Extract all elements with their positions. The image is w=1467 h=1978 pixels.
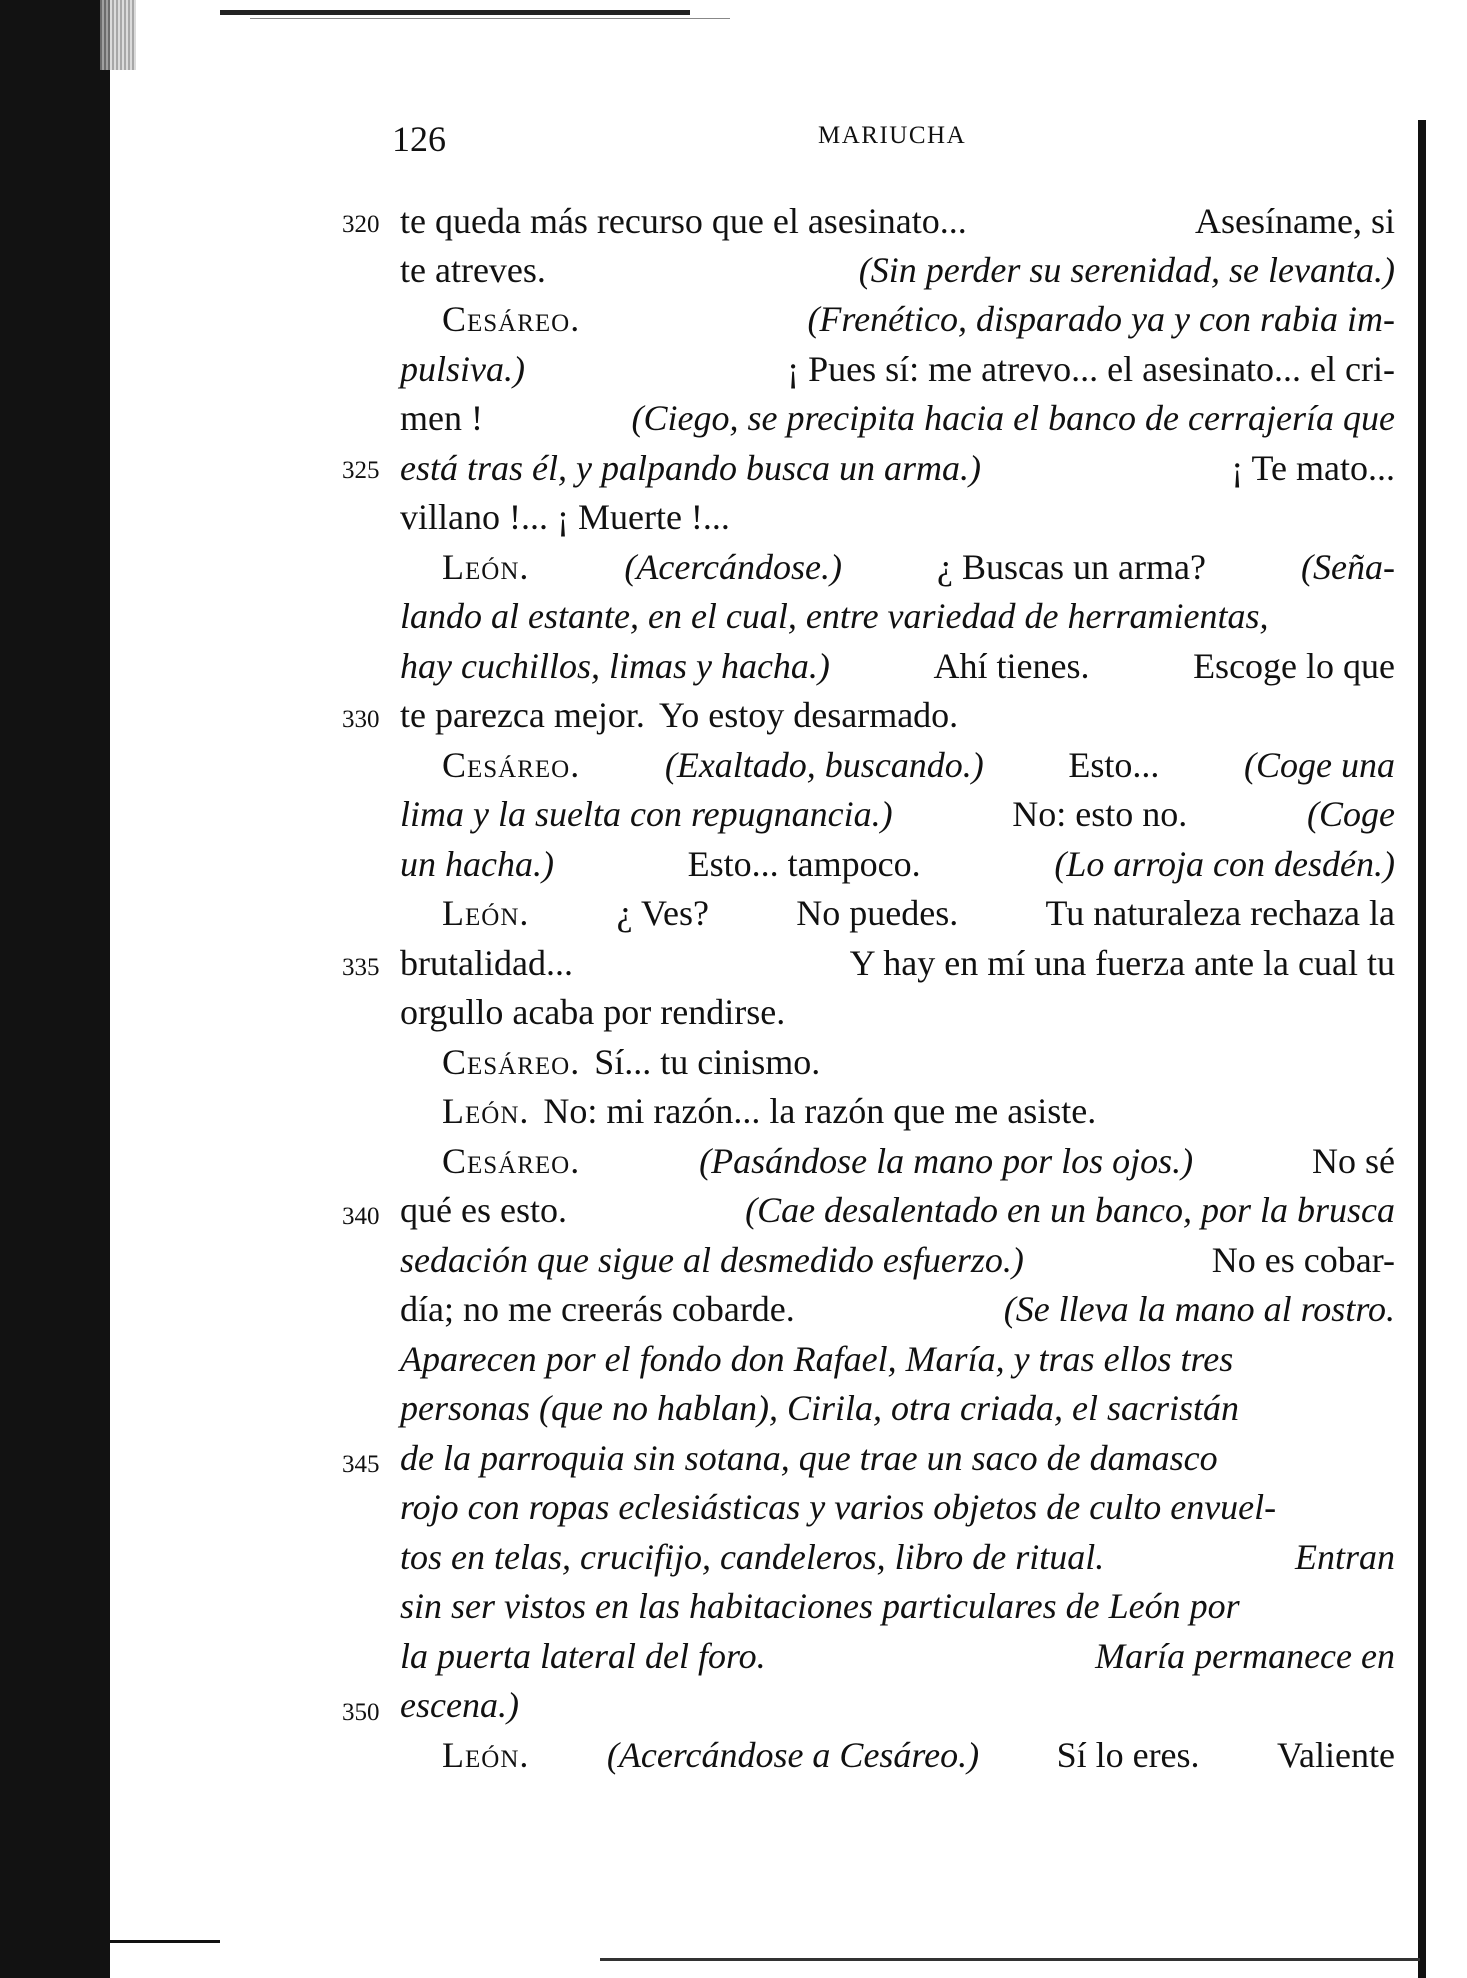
text-line (400, 1185, 1395, 1235)
text-segment: Valiente (1277, 1735, 1395, 1775)
text-line (400, 987, 1395, 1037)
text-line (400, 1235, 1395, 1285)
stage-direction: (Frenético, disparado ya y con rabia im- (807, 299, 1395, 339)
scan-bottom-rule (600, 1958, 1420, 1961)
text-line (442, 542, 1395, 592)
text-line (442, 888, 1395, 938)
stage-direction: tos en telas, crucifijo, candeleros, libro de ritual. (400, 1537, 1105, 1577)
text-line (400, 1334, 1395, 1384)
text-segment: te queda más recurso que el asesinato... (400, 201, 967, 241)
text-segment: orgullo acaba por rendirse. (400, 992, 786, 1032)
stage-direction: Aparecen por el fondo don Rafael, María, y tras ellos tres (400, 1339, 1234, 1379)
text-segment: ¿ Ves? (616, 893, 709, 933)
text-line (400, 690, 1395, 740)
text-line (400, 1433, 1395, 1483)
stage-direction: (Sin perder su serenidad, se levanta.) (858, 250, 1395, 290)
text-line (400, 443, 1395, 493)
text-segment: No es cobar- (1211, 1240, 1395, 1280)
text-segment: Esto... tampoco. (687, 844, 921, 884)
speaker-name: León. (442, 893, 530, 933)
text-segment: Yo estoy desarmado. (658, 695, 959, 735)
line-number-330: 330 (342, 706, 380, 733)
stage-direction: la puerta lateral del foro. (400, 1636, 766, 1676)
scan-top-rule-thin (250, 18, 730, 19)
page-right-edge (1418, 120, 1426, 1978)
text-line (442, 1730, 1395, 1780)
text-line (400, 839, 1395, 889)
line-number-335: 335 (342, 954, 380, 981)
text-segment: Escoge lo que (1193, 646, 1395, 686)
running-title: MARIUCHA (818, 122, 967, 149)
stage-direction: lando al estante, en el cual, entre variedad de herramientas, (400, 596, 1269, 636)
text-segment: No: esto no. (1012, 794, 1188, 834)
text-segment: Ahí tienes. (933, 646, 1090, 686)
text-segment: men ! (400, 398, 483, 438)
text-segment: ¡ Te mato... (1231, 448, 1395, 488)
line-number-320: 320 (342, 211, 380, 238)
speaker-name: Cesáreo. (442, 1141, 581, 1181)
stage-direction: sedación que sigue al desmedido esfuerzo.) (400, 1240, 1024, 1280)
stage-direction: (Lo arroja con desdén.) (1054, 844, 1395, 884)
line-number-350: 350 (342, 1699, 380, 1726)
stage-direction: (Seña- (1301, 547, 1395, 587)
speaker-name: León. (442, 1735, 530, 1775)
text-line (400, 344, 1395, 394)
stage-direction: (Coge (1307, 794, 1395, 834)
line-number-325: 325 (342, 457, 380, 484)
text-line (400, 245, 1395, 295)
stage-direction: escena.) (400, 1685, 519, 1725)
text-line (442, 1136, 1395, 1186)
line-number-345: 345 (342, 1451, 380, 1478)
text-segment: No sé (1312, 1141, 1395, 1181)
scan-top-rule (220, 10, 690, 15)
text-segment: ¡ Pues sí: me atrevo... el asesinato... el cri- (787, 349, 1395, 389)
scan-edge-noise (100, 0, 136, 70)
stage-direction: (Pasándose la mano por los ojos.) (699, 1141, 1194, 1181)
text-line (442, 740, 1395, 790)
text-line (400, 1532, 1395, 1582)
stage-direction: Entran (1294, 1537, 1395, 1577)
stage-direction: (Exaltado, buscando.) (664, 745, 984, 785)
text-line (400, 196, 1395, 246)
stage-direction: rojo con ropas eclesiásticas y varios objetos de culto envuel- (400, 1487, 1277, 1527)
text-segment: qué es esto. (400, 1190, 567, 1230)
text-line (400, 1482, 1395, 1532)
stage-direction: María permanece en (1095, 1636, 1395, 1676)
text-segment: te atreves. (400, 250, 546, 290)
speaker-name: Cesáreo. (442, 1042, 581, 1082)
text-segment: Y hay en mí una fuerza ante la cual tu (849, 943, 1395, 983)
text-line (400, 1631, 1395, 1681)
text-segment: No puedes. (796, 893, 959, 933)
stage-direction: de la parroquia sin sotana, que trae un saco de damasco (400, 1438, 1218, 1478)
text-line (400, 1284, 1395, 1334)
stage-direction: un hacha.) (400, 844, 554, 884)
stage-direction: lima y la suelta con repugnancia.) (400, 794, 893, 834)
stage-direction: personas (que no hablan), Cirila, otra criada, el sacristán (400, 1388, 1239, 1428)
text-line (400, 591, 1395, 641)
text-segment: te parezca mejor. (400, 695, 645, 735)
stage-direction: (Coge una (1243, 745, 1395, 785)
text-line (400, 1581, 1395, 1631)
text-line (400, 393, 1395, 443)
text-line (442, 1037, 1395, 1087)
text-line (400, 1680, 1395, 1730)
text-line (400, 492, 1395, 542)
stage-direction: (Acercándose a Cesáreo.) (606, 1735, 980, 1775)
text-line (442, 1086, 1395, 1136)
line-number-340: 340 (342, 1203, 380, 1230)
text-segment: brutalidad... (400, 943, 573, 983)
text-segment: Sí lo eres. (1056, 1735, 1200, 1775)
text-line (442, 294, 1395, 344)
text-segment: Esto... (1068, 745, 1160, 785)
speaker-name: Cesáreo. (442, 745, 581, 785)
text-segment: No: mi razón... la razón que me asiste. (543, 1091, 1097, 1131)
text-segment: Tu naturaleza rechaza la (1045, 893, 1395, 933)
text-segment: villano !... ¡ Muerte !... (400, 497, 730, 537)
text-segment: Asesíname, si (1195, 201, 1395, 241)
stage-direction: (Ciego, se precipita hacia el banco de cerrajería que (631, 398, 1395, 438)
stage-direction: está tras él, y palpando busca un arma.) (400, 448, 981, 488)
stage-direction: hay cuchillos, limas y hacha.) (400, 646, 830, 686)
stage-direction: (Se lleva la mano al rostro. (1003, 1289, 1395, 1329)
text-segment: día; no me creerás cobarde. (400, 1289, 795, 1329)
text-segment: Sí... tu cinismo. (594, 1042, 821, 1082)
stage-direction: sin ser vistos en las habitaciones particulares de León por (400, 1586, 1240, 1626)
text-segment: ¿ Buscas un arma? (937, 547, 1206, 587)
scan-bottom-rule-left (110, 1940, 220, 1943)
page-number: 126 (392, 119, 446, 159)
speaker-name: León. (442, 1091, 530, 1131)
text-line (400, 789, 1395, 839)
text-line (400, 938, 1395, 988)
text-line (400, 1383, 1395, 1433)
stage-direction: pulsiva.) (400, 349, 525, 389)
speaker-name: Cesáreo. (442, 299, 581, 339)
book-gutter-shadow (0, 0, 110, 1978)
text-line (400, 641, 1395, 691)
stage-direction: (Acercándose.) (624, 547, 842, 587)
stage-direction: (Cae desalentado en un banco, por la brusca (745, 1190, 1395, 1230)
speaker-name: León. (442, 547, 530, 587)
